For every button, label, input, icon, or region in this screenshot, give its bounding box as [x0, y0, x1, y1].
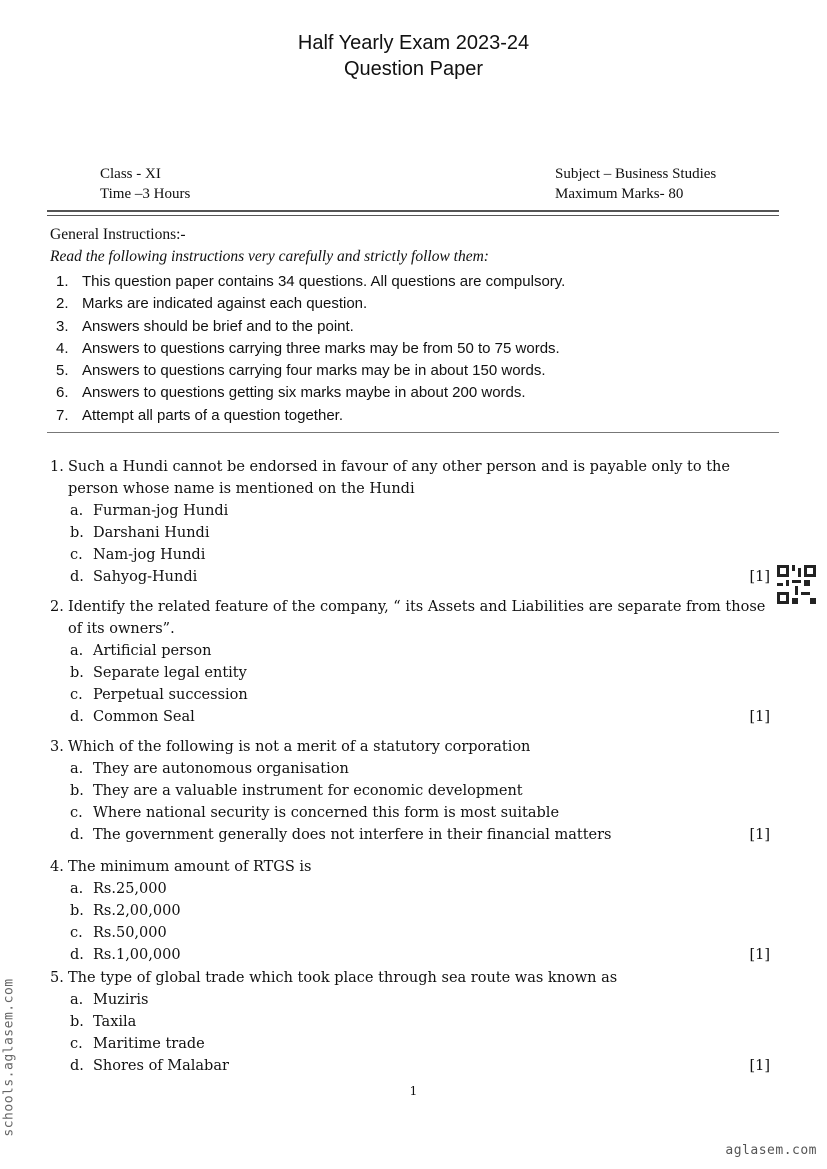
subject-label: Subject – Business Studies	[555, 166, 717, 182]
qr-code-icon	[777, 565, 816, 604]
question-text: Which of the following is not a merit of a statutory corporation	[68, 739, 531, 755]
option-text: Rs.25,000	[93, 881, 167, 897]
exam-title: Half Yearly Exam 2023-24	[297, 32, 530, 54]
option-text: Common Seal	[93, 709, 195, 725]
option-item	[50, 522, 770, 544]
option-letter: a.	[70, 992, 84, 1008]
question-5	[50, 967, 770, 1077]
option-text: Sahyog-Hundi	[93, 569, 198, 585]
option-item	[50, 684, 770, 706]
max-marks-label: Maximum Marks- 80	[555, 186, 684, 202]
option-letter: c.	[70, 925, 83, 941]
option-item	[50, 758, 770, 780]
instruction-text: Answers should be brief and to the point.	[82, 317, 354, 335]
instructions-lead: Read the following instructions very carefully and strictly follow them:	[50, 248, 489, 265]
instruction-item	[56, 338, 565, 360]
question-text: person whose name is mentioned on the Hundi	[68, 481, 415, 497]
option-letter: d.	[70, 709, 84, 725]
marks-label: [1]	[749, 827, 770, 843]
question-text: The minimum amount of RTGS is	[68, 859, 312, 875]
option-text: Artificial person	[93, 643, 212, 659]
marks-label: [1]	[749, 1058, 770, 1074]
instruction-text: Marks are indicated against each question.	[82, 295, 368, 313]
option-text: Rs.2,00,000	[93, 903, 181, 919]
instruction-item	[56, 293, 565, 315]
question-2	[50, 596, 770, 728]
option-item	[50, 802, 770, 824]
option-letter: b.	[70, 525, 84, 541]
instruction-number: 2.	[56, 295, 69, 313]
option-letter: c.	[70, 687, 83, 703]
option-text: Muziris	[93, 992, 149, 1008]
option-letter: a.	[70, 643, 84, 659]
instruction-text: Answers to questions carrying four marks may be in about 150 words.	[82, 362, 546, 380]
question-text: The type of global trade which took place through sea route was known as	[68, 970, 618, 986]
option-letter: c.	[70, 547, 83, 563]
option-text: Rs.1,00,000	[93, 947, 181, 963]
option-letter: d.	[70, 947, 84, 963]
option-text: Rs.50,000	[93, 925, 167, 941]
option-text: Taxila	[93, 1014, 137, 1030]
option-text: Darshani Hundi	[93, 525, 210, 541]
option-text: The government generally does not interfere in their financial matters	[93, 827, 612, 843]
instruction-text: Answers to questions getting six marks maybe in about 200 words.	[82, 384, 526, 402]
instructions-divider	[47, 432, 779, 433]
instruction-text: This question paper contains 34 questions. All questions are compulsory.	[82, 273, 566, 290]
option-letter: a.	[70, 761, 84, 777]
option-text: They are autonomous organisation	[93, 761, 349, 777]
option-item	[50, 640, 770, 662]
instruction-item	[56, 360, 565, 382]
instruction-item	[56, 316, 565, 338]
option-item	[50, 500, 770, 522]
question-number: 5.	[50, 970, 64, 986]
option-item	[50, 824, 770, 846]
instruction-number: 6.	[56, 384, 69, 402]
instruction-number: 1.	[56, 273, 69, 290]
option-letter: b.	[70, 1014, 84, 1030]
option-text: Furman-jog Hundi	[93, 503, 229, 519]
option-item	[50, 780, 770, 802]
question-text: Such a Hundi cannot be endorsed in favour of any other person and is payable only to the	[68, 459, 730, 475]
instructions-heading: General Instructions:-	[50, 226, 186, 243]
marks-label: [1]	[749, 947, 770, 963]
option-item	[50, 544, 770, 566]
option-text: Shores of Malabar	[93, 1058, 229, 1074]
question-text: Identify the related feature of the company, “ its Assets and Liabilities are separate from those	[68, 599, 766, 615]
question-number: 3.	[50, 739, 64, 755]
option-item	[50, 662, 770, 684]
question-3	[50, 736, 770, 846]
option-letter: d.	[70, 569, 84, 585]
option-item	[50, 878, 770, 900]
marks-label: [1]	[749, 569, 770, 585]
instructions-list	[56, 271, 565, 427]
time-label: Time –3 Hours	[100, 186, 191, 202]
option-item	[50, 1055, 770, 1077]
marks-label: [1]	[749, 709, 770, 725]
option-letter: d.	[70, 827, 84, 843]
instruction-number: 7.	[56, 406, 69, 424]
option-item	[50, 944, 770, 966]
option-item	[50, 706, 770, 728]
option-item	[50, 989, 770, 1011]
option-letter: b.	[70, 665, 84, 681]
instruction-number: 3.	[56, 317, 69, 335]
question-number: 4.	[50, 859, 64, 875]
option-text: They are a valuable instrument for economic development	[93, 783, 523, 799]
bottom-watermark: aglasem.com	[725, 1143, 817, 1158]
side-watermark: schools.aglasem.com	[1, 978, 17, 1137]
instruction-text: Answers to questions carrying three marks may be from 50 to 75 words.	[82, 339, 560, 357]
instruction-text: Attempt all parts of a question together.	[82, 406, 343, 424]
question-number: 1.	[50, 459, 64, 475]
instruction-item	[56, 271, 565, 293]
option-item	[50, 1033, 770, 1055]
option-text: Maritime trade	[93, 1036, 205, 1052]
option-text: Perpetual succession	[93, 687, 248, 703]
question-number: 2.	[50, 599, 64, 615]
option-letter: d.	[70, 1058, 84, 1074]
option-letter: c.	[70, 1036, 83, 1052]
option-text: Nam-jog Hundi	[93, 547, 206, 563]
instruction-item	[56, 405, 565, 427]
option-text: Separate legal entity	[93, 665, 247, 681]
instruction-number: 5.	[56, 362, 69, 380]
option-item	[50, 900, 770, 922]
option-letter: a.	[70, 881, 84, 897]
option-letter: a.	[70, 503, 84, 519]
option-letter: c.	[70, 805, 83, 821]
instruction-item	[56, 382, 565, 404]
option-letter: b.	[70, 783, 84, 799]
instruction-number: 4.	[56, 339, 69, 357]
class-label: Class - XI	[100, 166, 161, 182]
page-number: 1	[409, 1084, 418, 1098]
header-divider	[47, 210, 779, 216]
exam-subtitle: Question Paper	[344, 58, 483, 80]
option-item	[50, 922, 770, 944]
option-letter: b.	[70, 903, 84, 919]
option-item	[50, 1011, 770, 1033]
option-item	[50, 566, 770, 588]
question-4	[50, 856, 770, 966]
option-text: Where national security is concerned this form is most suitable	[93, 805, 560, 821]
question-1	[50, 456, 770, 588]
question-text: of its owners”.	[68, 621, 175, 637]
